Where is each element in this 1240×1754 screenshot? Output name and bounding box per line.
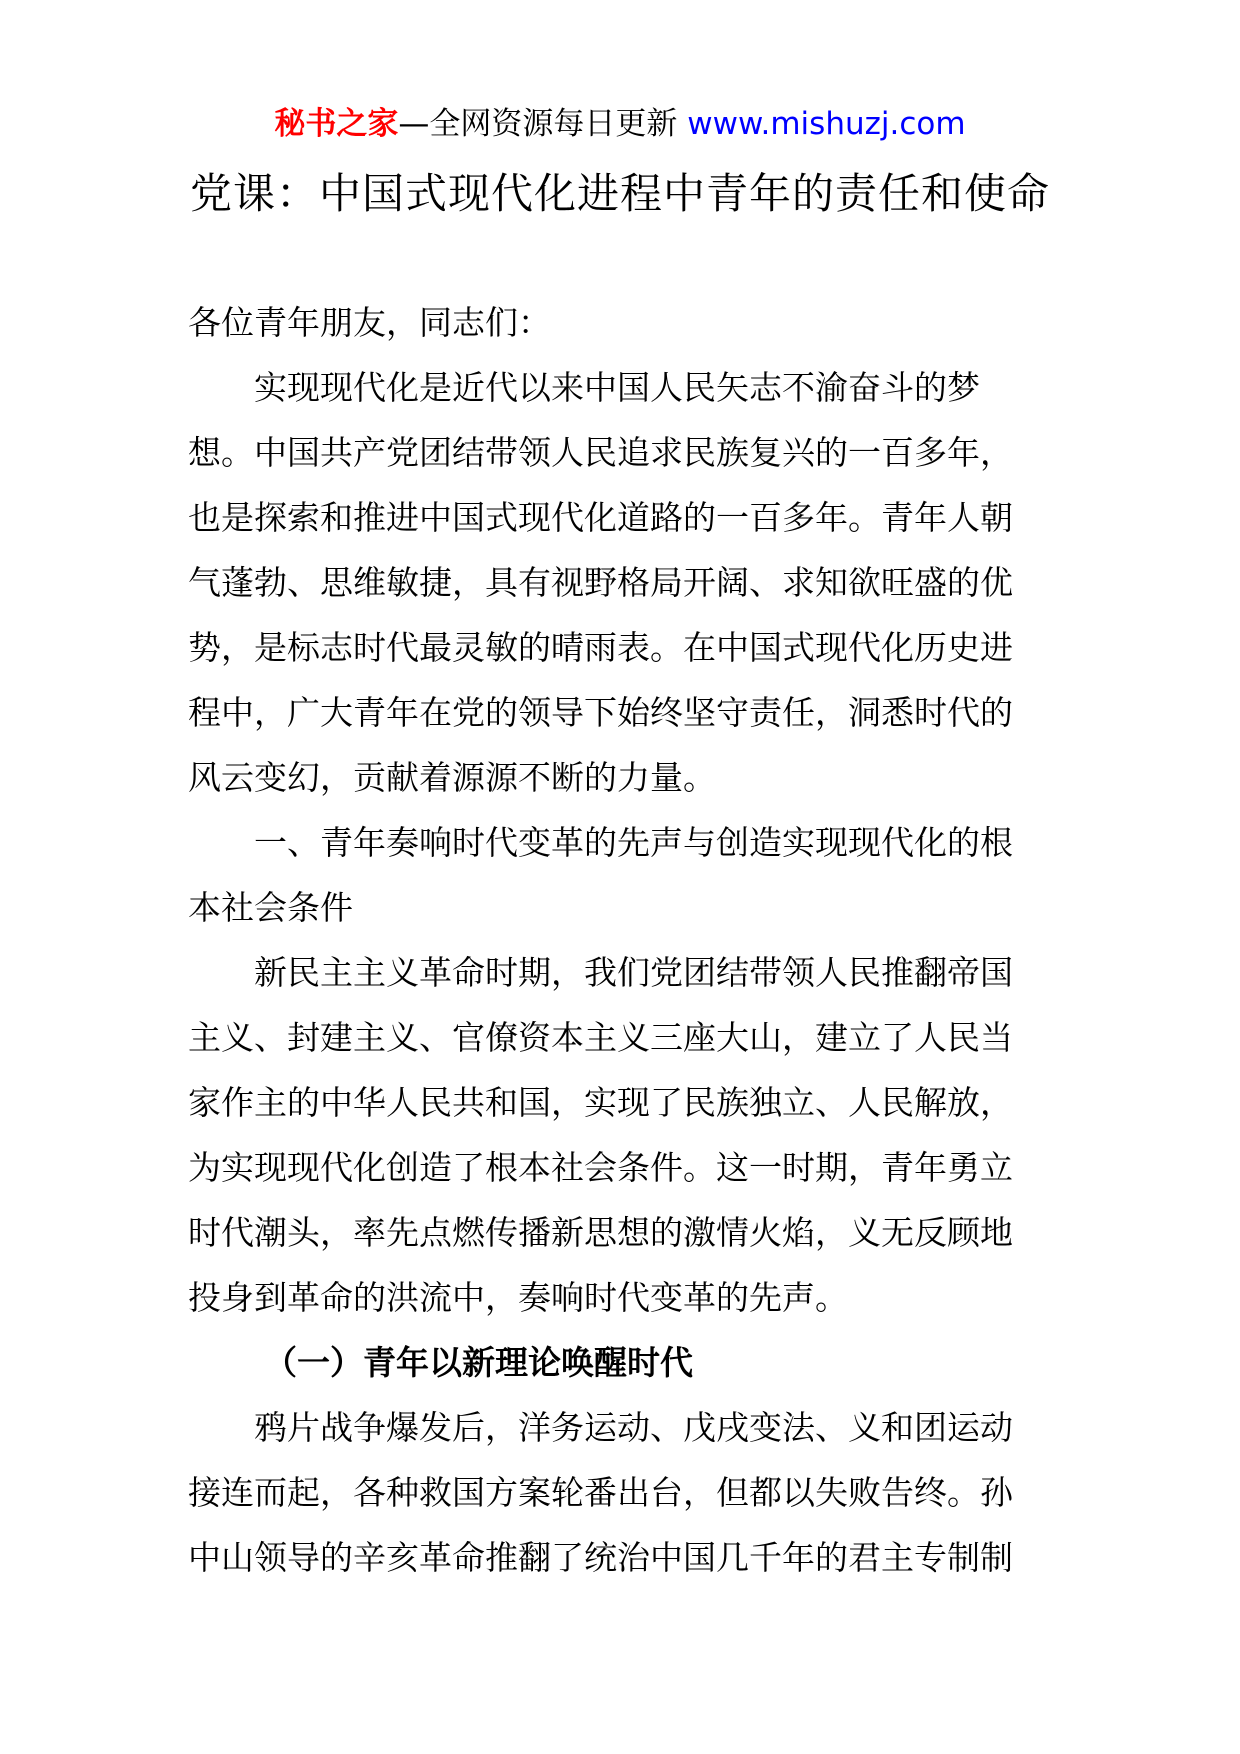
header-tagline: —全网资源每日更新 [398, 106, 688, 142]
paragraph-line: 势，是标志时代最灵敏的晴雨表。在中国式现代化历史进 [188, 628, 1013, 667]
section-heading-line: 本社会条件 [188, 888, 353, 927]
site-url-link[interactable]: www.mishuzj.com [687, 106, 966, 142]
paragraph-line: 风云变幻，贡献着源源不断的力量。 [188, 758, 716, 797]
salutation: 各位青年朋友，同志们： [188, 303, 551, 342]
paragraph-line: 中山领导的辛亥革命推翻了统治中国几千年的君主专制制 [188, 1538, 1013, 1577]
paragraph-line: 主义、封建主义、官僚资本主义三座大山，建立了人民当 [188, 1018, 1013, 1057]
site-header [0, 104, 1240, 144]
paragraph-line: 新民主主义革命时期，我们党团结带领人民推翻帝国 [254, 953, 1013, 992]
paragraph-line: 投身到革命的洪流中，奏响时代变革的先声。 [188, 1278, 848, 1317]
paragraph-line: 气蓬勃、思维敏捷，具有视野格局开阔、求知欲旺盛的优 [188, 563, 1013, 602]
paragraph-line: 程中，广大青年在党的领导下始终坚守责任，洞悉时代的 [188, 693, 1013, 732]
document-title: 党课：中国式现代化进程中青年的责任和使命 [189, 169, 1050, 218]
paragraph-line: 时代潮头，率先点燃传播新思想的激情火焰，义无反顾地 [188, 1213, 1013, 1252]
brand-name: 秘书之家 [274, 106, 399, 142]
subsection-heading: （一）青年以新理论唤醒时代 [264, 1343, 693, 1382]
document-body [188, 290, 1054, 1590]
paragraph-line: 为实现现代化创造了根本社会条件。这一时期，青年勇立 [188, 1148, 1013, 1187]
section-heading-line: 一、青年奏响时代变革的先声与创造实现现代化的根 [254, 823, 1013, 862]
paragraph-line: 接连而起，各种救国方案轮番出台，但都以失败告终。孙 [188, 1473, 1013, 1512]
paragraph-line: 想。中国共产党团结带领人民追求民族复兴的一百多年， [188, 433, 1013, 472]
paragraph-line: 也是探索和推进中国式现代化道路的一百多年。青年人朝 [188, 498, 1013, 537]
paragraph-line: 家作主的中华人民共和国，实现了民族独立、人民解放， [188, 1083, 1013, 1122]
paragraph-line: 鸦片战争爆发后，洋务运动、戊戌变法、义和团运动 [254, 1408, 1013, 1447]
paragraph-line: 实现现代化是近代以来中国人民矢志不渝奋斗的梦 [254, 368, 980, 407]
